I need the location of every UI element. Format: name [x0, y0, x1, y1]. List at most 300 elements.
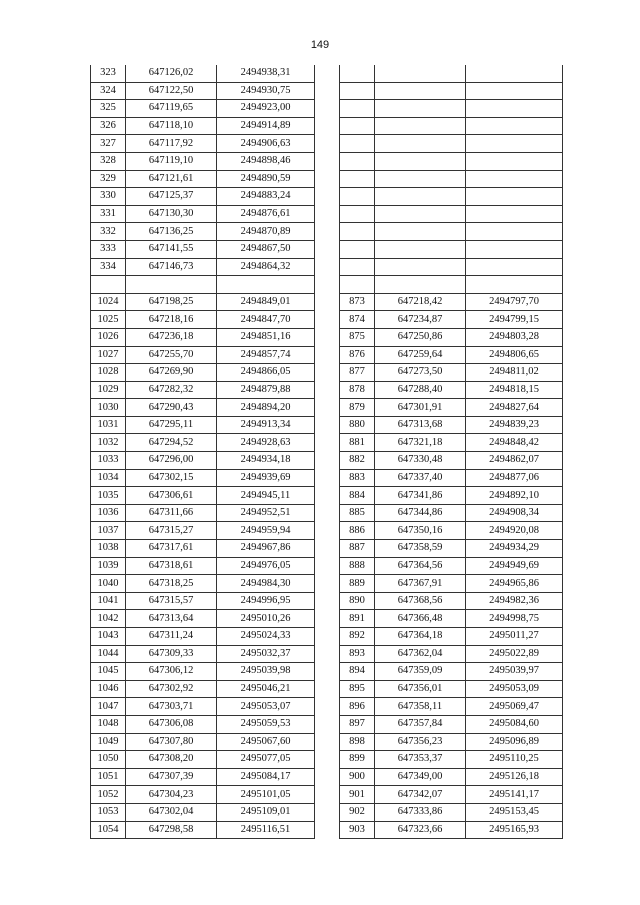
point-number-cell: 326 [91, 117, 126, 135]
table-row [340, 680, 563, 698]
point-number-cell: 887 [340, 540, 375, 558]
x-coordinate-cell: 647362,04 [375, 645, 466, 663]
x-coordinate-cell: 647302,92 [126, 680, 217, 698]
y-coordinate-cell: 2494928,63 [217, 434, 315, 452]
x-coordinate-cell: 647307,39 [126, 768, 217, 786]
y-coordinate-cell: 2494879,88 [217, 381, 315, 399]
y-coordinate-cell: 2494806,65 [466, 346, 563, 364]
point-number-cell: 880 [340, 416, 375, 434]
table-row [340, 469, 563, 487]
table-row [340, 135, 563, 153]
point-number-cell: 1028 [91, 364, 126, 382]
table-row [91, 188, 315, 206]
point-number-cell [340, 170, 375, 188]
point-number-cell [340, 152, 375, 170]
x-coordinate-cell: 647321,18 [375, 434, 466, 452]
point-number-cell: 334 [91, 258, 126, 276]
point-number-cell: 899 [340, 751, 375, 769]
y-coordinate-cell: 2494867,50 [217, 240, 315, 258]
y-coordinate-cell: 2495165,93 [466, 821, 563, 839]
x-coordinate-cell: 647306,12 [126, 663, 217, 681]
table-row [340, 504, 563, 522]
point-number-cell: 1050 [91, 751, 126, 769]
table-row [340, 416, 563, 434]
x-coordinate-cell: 647342,07 [375, 786, 466, 804]
y-coordinate-cell: 2495116,51 [217, 821, 315, 839]
x-coordinate-cell: 647333,86 [375, 803, 466, 821]
point-number-cell: 1035 [91, 487, 126, 505]
y-coordinate-cell [466, 188, 563, 206]
y-coordinate-cell [466, 276, 563, 294]
x-coordinate-cell: 647311,24 [126, 628, 217, 646]
y-coordinate-cell: 2495022,89 [466, 645, 563, 663]
y-coordinate-cell: 2494839,23 [466, 416, 563, 434]
x-coordinate-cell: 647349,00 [375, 768, 466, 786]
x-coordinate-cell [375, 240, 466, 258]
x-coordinate-cell: 647136,25 [126, 223, 217, 241]
table-row [91, 223, 315, 241]
table-row [340, 768, 563, 786]
table-row [340, 540, 563, 558]
point-number-cell [340, 258, 375, 276]
point-number-cell: 885 [340, 504, 375, 522]
table-row [340, 82, 563, 100]
point-number-cell: 1039 [91, 557, 126, 575]
table-row [340, 328, 563, 346]
x-coordinate-cell: 647368,56 [375, 592, 466, 610]
point-number-cell: 886 [340, 522, 375, 540]
point-number-cell: 1026 [91, 328, 126, 346]
point-number-cell: 325 [91, 100, 126, 118]
x-coordinate-cell: 647359,09 [375, 663, 466, 681]
table-row [91, 416, 315, 434]
point-number-cell: 890 [340, 592, 375, 610]
coordinates-table-right [339, 65, 563, 839]
table-row [340, 399, 563, 417]
point-number-cell: 889 [340, 575, 375, 593]
table-row [91, 311, 315, 329]
table-row [340, 434, 563, 452]
x-coordinate-cell: 647288,40 [375, 381, 466, 399]
x-coordinate-cell [375, 65, 466, 82]
point-number-cell: 875 [340, 328, 375, 346]
point-number-cell: 1040 [91, 575, 126, 593]
point-number-cell: 327 [91, 135, 126, 153]
table-row [340, 698, 563, 716]
y-coordinate-cell: 2495053,09 [466, 680, 563, 698]
x-coordinate-cell [126, 276, 217, 294]
y-coordinate-cell: 2494949,69 [466, 557, 563, 575]
x-coordinate-cell: 647296,00 [126, 452, 217, 470]
x-coordinate-cell: 647198,25 [126, 293, 217, 311]
y-coordinate-cell [466, 117, 563, 135]
table-row [91, 258, 315, 276]
y-coordinate-cell: 2494967,86 [217, 540, 315, 558]
x-coordinate-cell: 647218,16 [126, 311, 217, 329]
point-number-cell: 884 [340, 487, 375, 505]
x-coordinate-cell [375, 82, 466, 100]
table-row [91, 82, 315, 100]
x-coordinate-cell: 647269,90 [126, 364, 217, 382]
point-number-cell: 1047 [91, 698, 126, 716]
table-row [340, 346, 563, 364]
table-row [340, 592, 563, 610]
y-coordinate-cell [466, 258, 563, 276]
table-row [340, 100, 563, 118]
x-coordinate-cell: 647318,61 [126, 557, 217, 575]
x-coordinate-cell: 647317,61 [126, 540, 217, 558]
table-row [91, 328, 315, 346]
point-number-cell: 1052 [91, 786, 126, 804]
point-number-cell: 1051 [91, 768, 126, 786]
table-row [340, 487, 563, 505]
point-number-cell [91, 276, 126, 294]
table-row [91, 434, 315, 452]
point-number-cell: 874 [340, 311, 375, 329]
y-coordinate-cell: 2494945,11 [217, 487, 315, 505]
x-coordinate-cell: 647119,65 [126, 100, 217, 118]
point-number-cell: 331 [91, 205, 126, 223]
table-row [340, 311, 563, 329]
x-coordinate-cell: 647309,33 [126, 645, 217, 663]
y-coordinate-cell: 2495024,33 [217, 628, 315, 646]
point-number-cell: 900 [340, 768, 375, 786]
x-coordinate-cell: 647125,37 [126, 188, 217, 206]
y-coordinate-cell: 2495053,07 [217, 698, 315, 716]
y-coordinate-cell: 2495141,17 [466, 786, 563, 804]
x-coordinate-cell: 647234,87 [375, 311, 466, 329]
x-coordinate-cell: 647304,23 [126, 786, 217, 804]
table-row [340, 733, 563, 751]
point-number-cell: 1044 [91, 645, 126, 663]
point-number-cell: 1041 [91, 592, 126, 610]
table-row [340, 223, 563, 241]
table-row [91, 557, 315, 575]
y-coordinate-cell: 2495077,05 [217, 751, 315, 769]
point-number-cell: 1025 [91, 311, 126, 329]
y-coordinate-cell: 2494811,02 [466, 364, 563, 382]
x-coordinate-cell: 647364,18 [375, 628, 466, 646]
y-coordinate-cell: 2494934,18 [217, 452, 315, 470]
y-coordinate-cell: 2494996,95 [217, 592, 315, 610]
table-row [91, 540, 315, 558]
table-row [91, 821, 315, 839]
point-number-cell: 902 [340, 803, 375, 821]
point-number-cell: 893 [340, 645, 375, 663]
x-coordinate-cell [375, 205, 466, 223]
x-coordinate-cell [375, 152, 466, 170]
x-coordinate-cell: 647357,84 [375, 715, 466, 733]
y-coordinate-cell: 2495010,26 [217, 610, 315, 628]
x-coordinate-cell: 647259,64 [375, 346, 466, 364]
x-coordinate-cell: 647306,61 [126, 487, 217, 505]
point-number-cell [340, 188, 375, 206]
table-row [340, 821, 563, 839]
point-number-cell [340, 135, 375, 153]
table-row [340, 152, 563, 170]
x-coordinate-cell: 647315,57 [126, 592, 217, 610]
point-number-cell: 882 [340, 452, 375, 470]
y-coordinate-cell [466, 135, 563, 153]
y-coordinate-cell: 2494827,64 [466, 399, 563, 417]
table-row [91, 487, 315, 505]
x-coordinate-cell: 647318,25 [126, 575, 217, 593]
point-number-cell: 1042 [91, 610, 126, 628]
point-number-cell: 881 [340, 434, 375, 452]
x-coordinate-cell: 647366,48 [375, 610, 466, 628]
x-coordinate-cell: 647294,52 [126, 434, 217, 452]
point-number-cell: 1029 [91, 381, 126, 399]
x-coordinate-cell: 647236,18 [126, 328, 217, 346]
point-number-cell: 1038 [91, 540, 126, 558]
x-coordinate-cell: 647353,37 [375, 751, 466, 769]
table-row [91, 452, 315, 470]
x-coordinate-cell: 647303,71 [126, 698, 217, 716]
x-coordinate-cell: 647302,15 [126, 469, 217, 487]
x-coordinate-cell [375, 135, 466, 153]
point-number-cell: 330 [91, 188, 126, 206]
point-number-cell: 901 [340, 786, 375, 804]
point-number-cell [340, 205, 375, 223]
y-coordinate-cell: 2495032,37 [217, 645, 315, 663]
table-row [91, 381, 315, 399]
y-coordinate-cell [466, 205, 563, 223]
x-coordinate-cell: 647311,66 [126, 504, 217, 522]
x-coordinate-cell [375, 100, 466, 118]
y-coordinate-cell: 2494930,75 [217, 82, 315, 100]
table-row [340, 381, 563, 399]
x-coordinate-cell: 647218,42 [375, 293, 466, 311]
y-coordinate-cell: 2494847,70 [217, 311, 315, 329]
table-row [91, 698, 315, 716]
y-coordinate-cell [466, 170, 563, 188]
point-number-cell: 888 [340, 557, 375, 575]
point-number-cell: 1024 [91, 293, 126, 311]
point-number-cell: 323 [91, 65, 126, 82]
point-number-cell: 898 [340, 733, 375, 751]
point-number-cell [340, 117, 375, 135]
y-coordinate-cell: 2495153,45 [466, 803, 563, 821]
table-row [91, 100, 315, 118]
table-row [91, 117, 315, 135]
x-coordinate-cell: 647358,11 [375, 698, 466, 716]
y-coordinate-cell: 2494890,59 [217, 170, 315, 188]
point-number-cell [340, 100, 375, 118]
y-coordinate-cell [466, 240, 563, 258]
y-coordinate-cell: 2494906,63 [217, 135, 315, 153]
table-row [91, 504, 315, 522]
y-coordinate-cell: 2495067,60 [217, 733, 315, 751]
point-number-cell: 1049 [91, 733, 126, 751]
point-number-cell: 1048 [91, 715, 126, 733]
point-number-cell: 1034 [91, 469, 126, 487]
table-row [340, 575, 563, 593]
point-number-cell: 1027 [91, 346, 126, 364]
y-coordinate-cell: 2494870,89 [217, 223, 315, 241]
table-row [91, 786, 315, 804]
y-coordinate-cell: 2495011,27 [466, 628, 563, 646]
point-number-cell [340, 223, 375, 241]
y-coordinate-cell: 2494864,32 [217, 258, 315, 276]
y-coordinate-cell: 2495046,21 [217, 680, 315, 698]
point-number-cell: 892 [340, 628, 375, 646]
point-number-cell [340, 240, 375, 258]
x-coordinate-cell: 647341,86 [375, 487, 466, 505]
point-number-cell: 878 [340, 381, 375, 399]
y-coordinate-cell: 2495084,17 [217, 768, 315, 786]
point-number-cell: 1054 [91, 821, 126, 839]
x-coordinate-cell: 647146,73 [126, 258, 217, 276]
table-row [91, 276, 315, 294]
y-coordinate-cell: 2494883,24 [217, 188, 315, 206]
table-row [91, 293, 315, 311]
y-coordinate-cell: 2494866,05 [217, 364, 315, 382]
x-coordinate-cell: 647130,30 [126, 205, 217, 223]
y-coordinate-cell: 2494799,15 [466, 311, 563, 329]
y-coordinate-cell: 2494803,28 [466, 328, 563, 346]
y-coordinate-cell: 2494920,08 [466, 522, 563, 540]
table-row [91, 768, 315, 786]
x-coordinate-cell: 647295,11 [126, 416, 217, 434]
y-coordinate-cell: 2494908,34 [466, 504, 563, 522]
x-coordinate-cell [375, 170, 466, 188]
y-coordinate-cell: 2494877,06 [466, 469, 563, 487]
table-row [340, 65, 563, 82]
point-number-cell: 332 [91, 223, 126, 241]
y-coordinate-cell: 2495101,05 [217, 786, 315, 804]
point-number-cell: 329 [91, 170, 126, 188]
table-row [340, 205, 563, 223]
y-coordinate-cell: 2494849,01 [217, 293, 315, 311]
table-row [91, 346, 315, 364]
y-coordinate-cell: 2494857,74 [217, 346, 315, 364]
y-coordinate-cell: 2494898,46 [217, 152, 315, 170]
point-number-cell: 903 [340, 821, 375, 839]
table-row [91, 628, 315, 646]
point-number-cell: 1037 [91, 522, 126, 540]
table-row [91, 152, 315, 170]
y-coordinate-cell: 2494914,89 [217, 117, 315, 135]
x-coordinate-cell [375, 276, 466, 294]
x-coordinate-cell: 647141,55 [126, 240, 217, 258]
table-row [91, 205, 315, 223]
table-row [91, 680, 315, 698]
y-coordinate-cell: 2495039,98 [217, 663, 315, 681]
y-coordinate-cell: 2494938,31 [217, 65, 315, 82]
table-row [91, 65, 315, 82]
table-row [340, 557, 563, 575]
table-row [91, 469, 315, 487]
x-coordinate-cell: 647313,64 [126, 610, 217, 628]
table-row [340, 258, 563, 276]
y-coordinate-cell [466, 223, 563, 241]
x-coordinate-cell: 647302,04 [126, 803, 217, 821]
point-number-cell [340, 276, 375, 294]
y-coordinate-cell: 2494982,36 [466, 592, 563, 610]
table-row [340, 663, 563, 681]
table-row [91, 663, 315, 681]
x-coordinate-cell: 647250,86 [375, 328, 466, 346]
x-coordinate-cell: 647337,40 [375, 469, 466, 487]
x-coordinate-cell: 647118,10 [126, 117, 217, 135]
x-coordinate-cell [375, 117, 466, 135]
x-coordinate-cell: 647255,70 [126, 346, 217, 364]
table-row [91, 399, 315, 417]
table-row [340, 645, 563, 663]
table-row [91, 733, 315, 751]
y-coordinate-cell: 2495039,97 [466, 663, 563, 681]
table-row [91, 803, 315, 821]
y-coordinate-cell: 2495126,18 [466, 768, 563, 786]
table-row [340, 293, 563, 311]
point-number-cell: 328 [91, 152, 126, 170]
table-row [340, 364, 563, 382]
point-number-cell: 333 [91, 240, 126, 258]
table-row [91, 364, 315, 382]
point-number-cell: 1032 [91, 434, 126, 452]
y-coordinate-cell: 2495096,89 [466, 733, 563, 751]
y-coordinate-cell: 2494934,29 [466, 540, 563, 558]
x-coordinate-cell: 647301,91 [375, 399, 466, 417]
y-coordinate-cell: 2494923,00 [217, 100, 315, 118]
point-number-cell: 883 [340, 469, 375, 487]
y-coordinate-cell: 2494913,34 [217, 416, 315, 434]
table-row [91, 522, 315, 540]
y-coordinate-cell: 2494952,51 [217, 504, 315, 522]
x-coordinate-cell [375, 258, 466, 276]
y-coordinate-cell: 2495084,60 [466, 715, 563, 733]
y-coordinate-cell: 2495109,01 [217, 803, 315, 821]
x-coordinate-cell: 647344,86 [375, 504, 466, 522]
table-row [91, 610, 315, 628]
table-row [91, 645, 315, 663]
point-number-cell: 877 [340, 364, 375, 382]
y-coordinate-cell: 2495110,25 [466, 751, 563, 769]
table-row [340, 117, 563, 135]
x-coordinate-cell: 647323,66 [375, 821, 466, 839]
point-number-cell: 1046 [91, 680, 126, 698]
point-number-cell: 1031 [91, 416, 126, 434]
x-coordinate-cell: 647306,08 [126, 715, 217, 733]
y-coordinate-cell: 2494998,75 [466, 610, 563, 628]
y-coordinate-cell: 2494862,07 [466, 452, 563, 470]
table-row [340, 240, 563, 258]
y-coordinate-cell: 2495069,47 [466, 698, 563, 716]
table-row [91, 592, 315, 610]
x-coordinate-cell: 647367,91 [375, 575, 466, 593]
x-coordinate-cell: 647364,56 [375, 557, 466, 575]
x-coordinate-cell [375, 223, 466, 241]
table-row [340, 170, 563, 188]
y-coordinate-cell: 2494876,61 [217, 205, 315, 223]
table-row [91, 575, 315, 593]
x-coordinate-cell: 647122,50 [126, 82, 217, 100]
point-number-cell: 876 [340, 346, 375, 364]
table-row [91, 751, 315, 769]
x-coordinate-cell: 647330,48 [375, 452, 466, 470]
table-row [340, 751, 563, 769]
table-row [340, 628, 563, 646]
point-number-cell [340, 82, 375, 100]
table-row [340, 276, 563, 294]
point-number-cell: 879 [340, 399, 375, 417]
point-number-cell: 896 [340, 698, 375, 716]
x-coordinate-cell: 647308,20 [126, 751, 217, 769]
x-coordinate-cell: 647290,43 [126, 399, 217, 417]
x-coordinate-cell: 647358,59 [375, 540, 466, 558]
y-coordinate-cell: 2494892,10 [466, 487, 563, 505]
x-coordinate-cell: 647282,32 [126, 381, 217, 399]
